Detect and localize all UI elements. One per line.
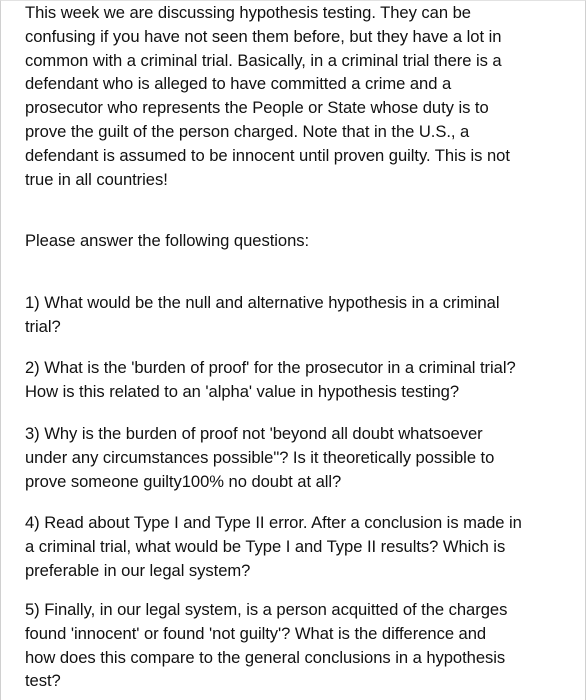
question-2: 2) What is the 'burden of proof' for the prosecutor in a criminal trial? How is this related to an 'alpha' value in hypothesis testing? xyxy=(25,358,516,401)
question-3: 3) Why is the burden of proof not 'beyond all doubt whatsoever under any circumstances possible"? Is it theoretically possible to prove someone guilty100% no doubt at all? xyxy=(25,424,495,491)
instructions-line: Please answer the following questions: xyxy=(25,231,310,250)
question-5: 5) Finally, in our legal system, is a person acquitted of the charges found 'innocent' or found 'not guilty'? What is the difference and how does this compare to the general conclusions in a hypothesis test? xyxy=(25,600,508,691)
question-4: 4) Read about Type I and Type II error. After a conclusion is made in a criminal trial, what would be Type I and Type II results? Which is preferable in our legal system? xyxy=(25,513,522,580)
intro-paragraph: This week we are discussing hypothesis testing. They can be confusing if you have not seen them before, but they have a lot in common with a criminal trial. Basically, in a criminal trial there is a defendant who is alleged to have committed a crime and a prosecutor who represents the People or State whose duty is to prove the guilt of the person charged. Note that in the U.S., a defendant is assumed to be innocent until proven guilty. This is not true in all countries! xyxy=(25,3,510,189)
question-1: 1) What would be the null and alternative hypothesis in a criminal trial? xyxy=(25,293,500,336)
